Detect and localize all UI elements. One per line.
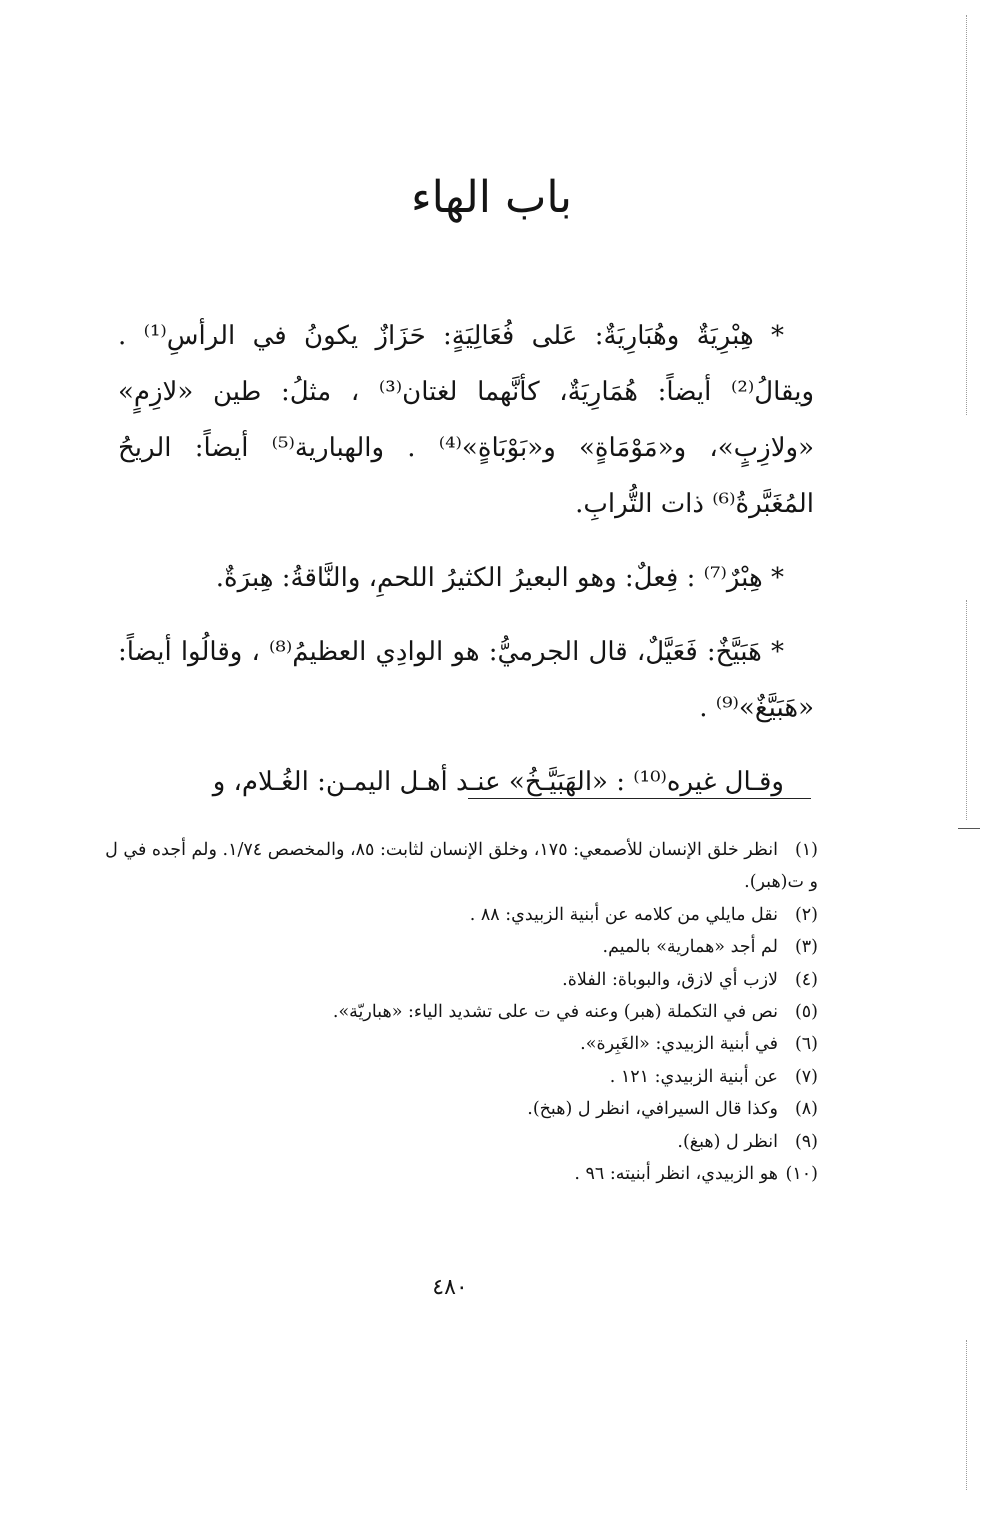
footnote-item [100, 1158, 818, 1190]
footnote-text: نقل مايلي من كلامه عن أبنية الزبيدي: ٨٨ . [469, 904, 778, 925]
scan-edge-tick [958, 828, 980, 829]
footnote-text: عن أبنية الزبيدي: ١٢١ . [609, 1066, 778, 1087]
footnotes-list [100, 834, 818, 1190]
footnote-number: (٨) [794, 1099, 818, 1120]
paragraph-qala-ghayruhu: وقـال غيره⁽¹⁰⁾ : «الهَبَيَّـخُ» عنـد أهـل اليمـن: الغُـلام، و [212, 767, 784, 797]
paragraph-hibriya: * هِبْرِيَةٌ وهُبَارِيَةٌ: عَلى فُعَالِيَةٍ: حَزَازٌ يكونُ في الرأسِ⁽¹⁾ . ويقالُ⁽²⁾ أيضاً: هُمَارِيَةٌ، كأنَّهما لغتان⁽³⁾ ، مثلُ: طين «لازِمٍ» «ولازِبٍ»، و«مَوْمَاةٍ» و«بَوْبَاةٍ»⁽⁴⁾ . والهبارية⁽⁵⁾ أيضاً: الريحُ المُغَبَّرةُ⁽⁶⁾ ذات التُّرابِ. [118, 321, 815, 519]
chapter-heading: باب الهاء [410, 172, 573, 223]
footnote-number: (٤) [794, 969, 818, 990]
footnote-number: (٧) [794, 1066, 818, 1087]
footnote-number: (٩) [794, 1131, 818, 1152]
footnote-item [100, 931, 818, 963]
scan-edge-line [966, 1340, 967, 1490]
footnote-number: (٥) [794, 1002, 818, 1023]
footnote-item [100, 1126, 818, 1158]
footnote-text: هو الزبيدي، انظر أبنيته: ٩٦ . [574, 1164, 778, 1185]
footnote-text: انظر خلق الإنسان للأصمعي: ١٧٥، وخلق الإنسان لثابت: ٨٥، والمخصص ١/٧٤. ولم أجده في ل و ت(هبر). [105, 840, 818, 893]
footnote-item [100, 1028, 818, 1060]
page-number: ٤٨٠ [432, 1275, 468, 1300]
footnote-item [100, 1061, 818, 1093]
footnote-item [100, 834, 818, 899]
footnote-number: (٢) [794, 904, 818, 925]
footnote-text: وكذا قال السيرافي، انظر ل (هبخ). [527, 1099, 778, 1120]
footnote-item [100, 1093, 818, 1125]
footnote-text: لازب أي لازق، والبوباة: الفلاة. [562, 969, 778, 990]
footnote-divider [468, 798, 811, 799]
footnote-text: لم أجد «همارية» بالميم. [602, 937, 778, 958]
footnote-text: نص في التكملة (هبر) وعنه في ت على تشديد الياء: «هباريّة». [332, 1002, 778, 1023]
paragraph-habayyakh: * هَبَيَّخٌ: فَعَيَّلٌ، قال الجرميُّ: هو الوادِي العظيمُ⁽⁸⁾ ، وقالُوا أيضاً: «هَبَيَّغٌ»⁽⁹⁾ . [118, 637, 814, 723]
scan-edge-line [966, 600, 967, 820]
footnote-item [100, 899, 818, 931]
footnote-number: (٦) [794, 1034, 818, 1055]
footnote-item [100, 996, 818, 1028]
paragraph-hibr: * هِبْرٌ⁽⁷⁾ : فِعلٌ: وهو البعيرُ الكثيرُ اللحمِ، والنَّاقةُ: هِبرَةٌ. [215, 563, 784, 593]
footnote-number: (١) [794, 840, 818, 860]
footnote-text: انظر ل (هبغ). [677, 1131, 778, 1152]
main-text [118, 308, 814, 828]
footnote-text: في أبنية الزبيدي: «الغَبِرة». [580, 1034, 778, 1055]
footnote-number: (٣) [794, 937, 818, 958]
footnote-item [100, 964, 818, 996]
footnote-number: (١٠) [785, 1164, 818, 1185]
scan-edge-line [966, 15, 967, 415]
